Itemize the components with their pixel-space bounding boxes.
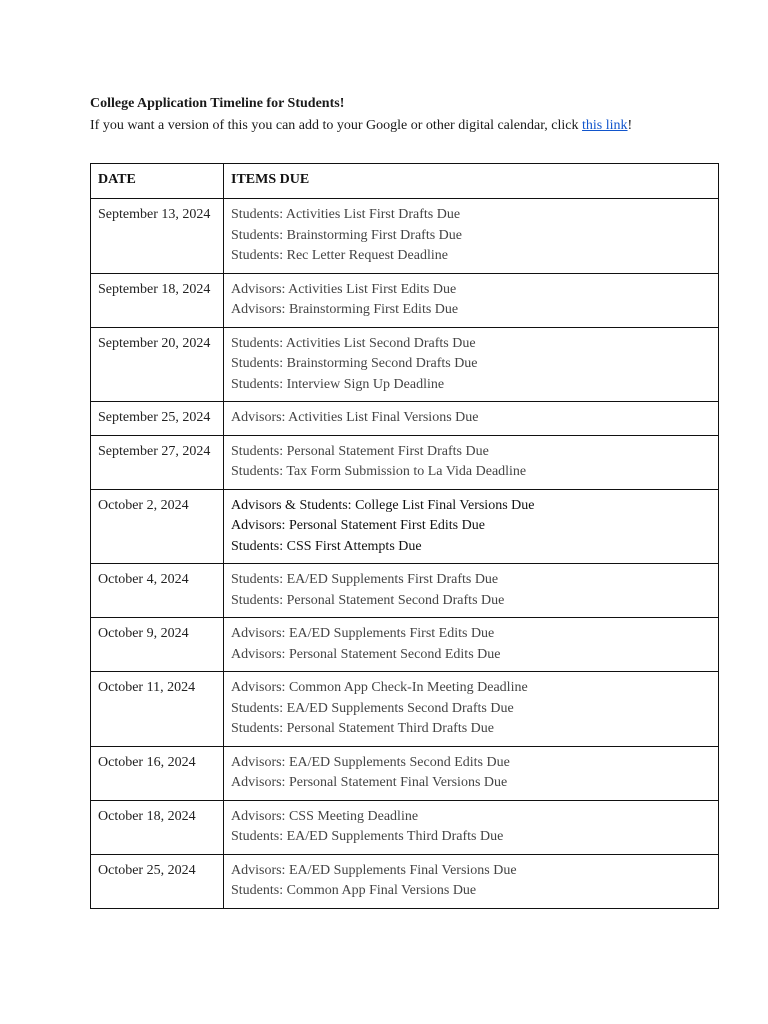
due-item: Advisors: EA/ED Supplements First Edits Due — [231, 626, 495, 641]
due-item: Students: Interview Sign Up Deadline — [231, 376, 445, 392]
timeline-body — [91, 199, 719, 909]
due-item: Advisors: EA/ED Supplements Second Edits Due — [231, 754, 510, 770]
items-due-cell — [224, 435, 719, 489]
table-header-row — [91, 164, 719, 199]
items-due-cell — [224, 672, 719, 747]
due-item: Students: Rec Letter Request Deadline — [231, 248, 448, 263]
due-item: Advisors: Brainstorming First Edits Due — [231, 302, 459, 317]
due-item: Advisors: Personal Statement Second Edits Due — [231, 646, 501, 662]
timeline-table — [90, 163, 719, 909]
date-cell: October 16, 2024 — [91, 746, 224, 800]
due-item: Students: Personal Statement First Drafts Due — [231, 443, 489, 459]
items-due-cell — [224, 199, 719, 274]
table-row — [91, 800, 719, 854]
header-date: DATE — [91, 164, 224, 199]
items-due-cell — [224, 402, 719, 436]
date-cell: September 18, 2024 — [91, 273, 224, 327]
date-cell: October 9, 2024 — [91, 618, 224, 672]
due-item: Students: EA/ED Supplements First Drafts Due — [231, 572, 499, 587]
table-row — [91, 402, 719, 436]
table-row — [91, 564, 719, 618]
table-row — [91, 273, 719, 327]
items-due-cell — [224, 746, 719, 800]
intro-text: If you want a version of this you can add to your Google or other digital calendar, click — [90, 118, 583, 133]
items-due-cell — [224, 489, 719, 564]
due-item: Advisors: EA/ED Supplements Final Versions Due — [231, 862, 517, 878]
date-cell: September 20, 2024 — [91, 327, 224, 402]
intro-text-end: ! — [627, 118, 633, 133]
items-due-cell — [224, 564, 719, 618]
header-items-due: ITEMS DUE — [224, 164, 719, 199]
document-heading: College Application Timeline for Students! — [90, 96, 345, 111]
due-item: Students: Brainstorming Second Drafts Due — [231, 356, 478, 371]
items-due-cell — [224, 327, 719, 402]
table-row — [91, 854, 719, 908]
items-due-cell — [224, 618, 719, 672]
table-row — [91, 199, 719, 274]
date-cell: October 2, 2024 — [91, 489, 224, 564]
date-cell: October 4, 2024 — [91, 564, 224, 618]
due-item: Students: Common App Final Versions Due — [231, 883, 477, 898]
table-row — [91, 746, 719, 800]
items-due-cell — [224, 800, 719, 854]
calendar-link[interactable]: this link — [582, 118, 628, 133]
table-row — [91, 489, 719, 564]
items-due-cell — [224, 273, 719, 327]
due-item: Students: Tax Form Submission to La Vida Deadline — [231, 464, 527, 479]
intro-paragraph — [90, 117, 632, 135]
date-cell: October 11, 2024 — [91, 672, 224, 747]
date-cell: September 13, 2024 — [91, 199, 224, 274]
due-item: Students: Personal Statement Third Drafts Due — [231, 721, 494, 736]
due-item: Advisors: CSS Meeting Deadline — [231, 808, 419, 824]
due-item: Students: Brainstorming First Drafts Due — [231, 227, 462, 243]
due-item: Advisors: Common App Check-In Meeting Deadline — [231, 680, 528, 695]
table-row — [91, 672, 719, 747]
items-due-cell — [224, 854, 719, 908]
due-item: Advisors: Activities List First Edits Due — [231, 281, 457, 297]
due-item: Students: EA/ED Supplements Third Drafts Due — [231, 829, 504, 844]
due-item: Students: EA/ED Supplements Second Drafts Due — [231, 700, 514, 716]
due-item: Advisors: Activities List Final Versions Due — [231, 410, 479, 425]
due-item: Advisors & Students: College List Final Versions Due — [231, 497, 535, 513]
table-row — [91, 435, 719, 489]
date-cell: October 18, 2024 — [91, 800, 224, 854]
due-item: Students: Activities List Second Drafts Due — [231, 335, 476, 351]
due-item: Advisors: Personal Statement First Edits Due — [231, 518, 485, 533]
date-cell: October 25, 2024 — [91, 854, 224, 908]
date-cell: September 27, 2024 — [91, 435, 224, 489]
due-item: Students: Activities List First Drafts Due — [231, 207, 461, 222]
due-item: Students: CSS First Attempts Due — [231, 538, 422, 554]
table-row — [91, 327, 719, 402]
date-cell: September 25, 2024 — [91, 402, 224, 436]
table-row — [91, 618, 719, 672]
due-item: Advisors: Personal Statement Final Versions Due — [231, 775, 508, 790]
due-item: Students: Personal Statement Second Drafts Due — [231, 592, 505, 608]
